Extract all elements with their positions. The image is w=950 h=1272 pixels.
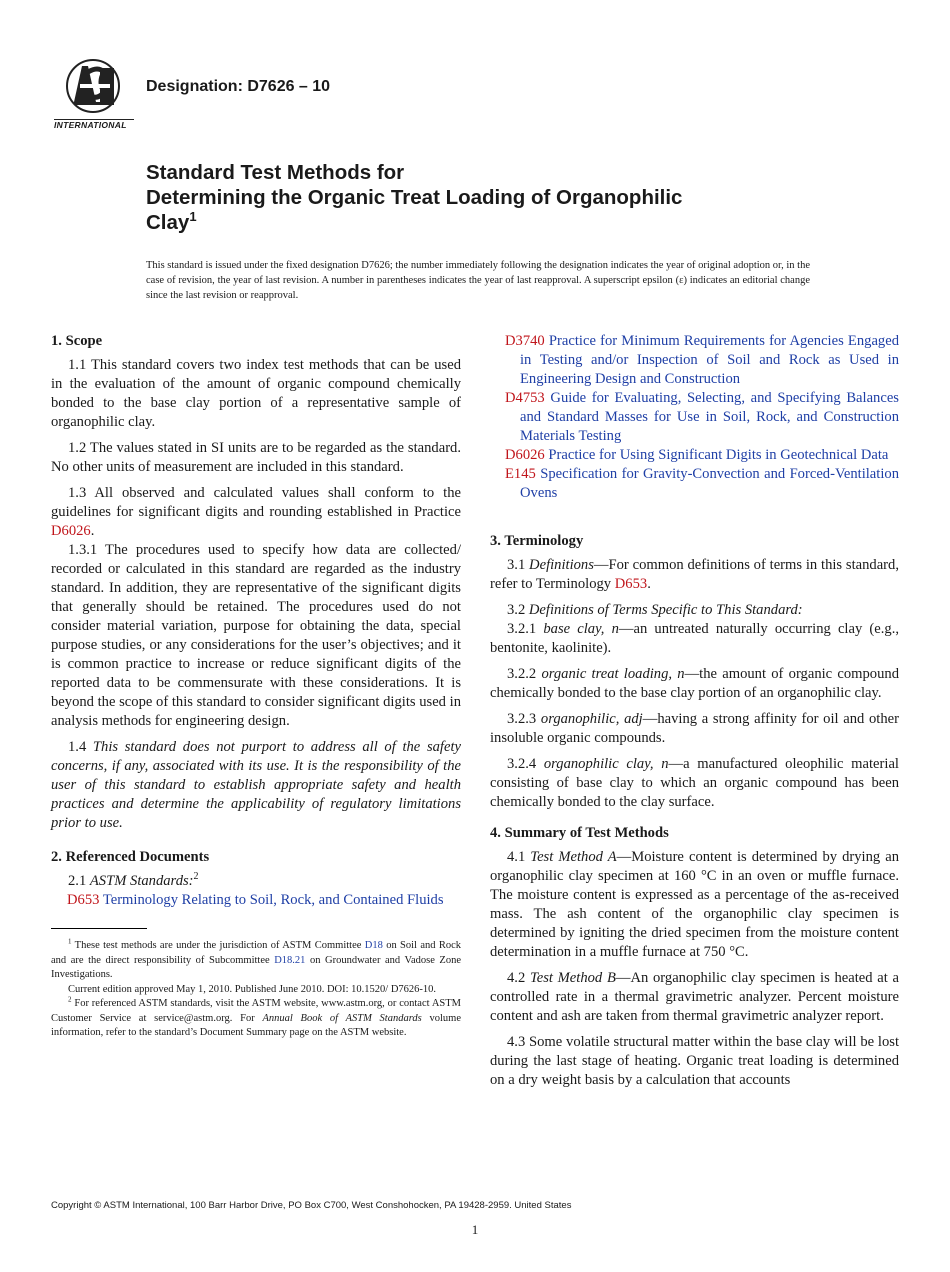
referenced-documents-heading: 2. Referenced Documents xyxy=(51,849,210,865)
footnote-edition: Current edition approved May 1, 2010. Published June 2010. DOI: 10.1520/ D7626-10. xyxy=(68,983,437,995)
para-1-4-num: 1.4 xyxy=(68,739,93,755)
ref-title[interactable]: Specification for Gravity-Convection and Forced-Ventilation Ovens xyxy=(520,466,899,501)
para-3-2-4-num: 3.2.4 xyxy=(507,756,544,772)
page-number: 1 xyxy=(471,1222,479,1237)
copyright-footer: Copyright © ASTM International, 100 Barr Harbor Drive, PO Box C700, West Conshohocken, PA 19428-2959. United States xyxy=(51,1200,572,1211)
para-3-2-4-text: —a manufactured oleophilic material consisting of base clay to which an organic compound has been chemically bonded to the clay surface. xyxy=(490,756,899,810)
title-line-1: Standard Test Methods for xyxy=(146,161,405,184)
ref-code[interactable]: D653 xyxy=(67,892,100,908)
summary-heading: 4. Summary of Test Methods xyxy=(490,825,669,841)
left-column xyxy=(51,332,461,1041)
para-2-1-num: 2.1 xyxy=(68,873,90,889)
footnote-1 xyxy=(51,939,461,983)
para-3-2-1-num: 3.2.1 xyxy=(507,621,544,637)
footnote-2-mark: 2 xyxy=(68,995,72,1004)
ref-item-d653[interactable] xyxy=(51,891,461,910)
para-1-3 xyxy=(51,484,461,541)
title-line-2: Determining the Organic Treat Loading of Organophilic xyxy=(146,186,683,209)
footnote-2-b: volume information, refer to the standard’s Document Summary page on the ASTM website. xyxy=(51,1012,461,1038)
ref-code[interactable]: D4753 xyxy=(505,390,545,406)
term-organophilic: organophilic, adj xyxy=(540,711,643,727)
footnote-divider xyxy=(51,928,147,929)
para-3-2-label: Definitions of Terms Specific to This Standard: xyxy=(528,602,803,618)
para-4-1-label: Test Method A xyxy=(530,849,617,865)
ref-item-d3740[interactable] xyxy=(505,332,899,389)
para-3-2-3 xyxy=(490,710,899,748)
designation: Designation: D7626 – 10 xyxy=(146,78,331,95)
para-1-2: 1.2 The values stated in SI units are to be regarded as the standard. No other units of measurement are included in this standard. xyxy=(51,440,461,475)
para-3-1-text: —For common definitions of terms in this standard, refer to Terminology xyxy=(490,557,899,592)
footnote-1-a: These test methods are under the jurisdiction of ASTM Committee xyxy=(71,940,365,951)
ref-link-d653[interactable]: D653 xyxy=(614,576,648,592)
right-column-body xyxy=(490,532,899,1090)
ref-item-e145[interactable] xyxy=(505,465,899,503)
para-4-3: 4.3 Some volatile structural matter within the base clay will be lost during the last stage of heating. Organic treat loading is determined on a dry weight basis by a calculation that accounts xyxy=(490,1034,899,1088)
para-3-1 xyxy=(490,556,899,594)
para-1-4 xyxy=(51,738,461,833)
footnote-2-italic: Annual Book of ASTM Standards xyxy=(262,1012,422,1024)
footnote-1-b: on Soil and Rock and are the direct responsibility of Subcommittee xyxy=(51,940,461,966)
scope-heading: 1. Scope xyxy=(51,333,103,349)
para-3-2-1 xyxy=(490,620,899,658)
ref-title[interactable]: Terminology Relating to Soil, Rock, and Contained Fluids xyxy=(102,892,444,908)
para-3-2 xyxy=(490,601,899,620)
para-4-2-text: —An organophilic clay specimen is heated at a controlled rate in a thermal gravimetric analyzer. Percent moisture content and ash are taken from thermal gravimetric analyzer report. xyxy=(490,970,899,1024)
para-3-2-1-text: —an untreated naturally occurring clay (e.g., bentonite, kaolinite). xyxy=(490,621,899,656)
ref-code[interactable]: E145 xyxy=(505,466,536,482)
para-2-1-sup: 2 xyxy=(193,871,199,883)
para-1-3-end: . xyxy=(90,523,95,539)
term-organophilic-clay: organophilic clay, n xyxy=(543,756,669,772)
para-4-1 xyxy=(490,848,899,962)
para-4-2-num: 4.2 xyxy=(507,970,530,986)
para-4-2 xyxy=(490,969,899,1026)
ref-code[interactable]: D6026 xyxy=(505,447,545,463)
ref-link-d6026[interactable]: D6026 xyxy=(51,523,91,539)
title-line-3 xyxy=(146,210,866,235)
para-2-1 xyxy=(51,872,461,891)
ref-code[interactable]: D3740 xyxy=(505,333,545,349)
footnote-link-d18-21[interactable]: D18.21 xyxy=(274,954,306,966)
document-title xyxy=(146,160,866,235)
para-3-2-3-num: 3.2.3 xyxy=(507,711,541,727)
ref-item-d4753[interactable] xyxy=(505,389,899,446)
para-3-1-num: 3.1 xyxy=(507,557,530,573)
para-1-1: 1.1 This standard covers two index test methods that can be used in the evaluation of the amount of organic compound chemically bonded to the base clay portion of a representative sample of organophilic clay. xyxy=(51,357,461,430)
para-1-4-text: This standard does not purport to address all of the safety concerns, if any, associated with its use. It is the responsibility of the user of this standard to establish appropriate safety and health practices and determine the applicability of regulatory limitations prior to use. xyxy=(51,739,461,831)
para-1-3-text: 1.3 All observed and calculated values shall conform to the guidelines for significant digits and rounding established in Practice xyxy=(51,485,461,520)
para-1-3-1: 1.3.1 The procedures used to specify how data are collected/ recorded or calculated in this standard are regarded as the industry standard. In addition, they are representative of the significant digits that generally should be retained. The procedures used do not consider material variation, purpose for obtaining the data, special purpose studies, or any considerations for the user’s objectives; and it is common practice to increase or reduce significant digits of the reported data to be commensurate with these considerations. It is beyond the scope of this standard to consider significant digits used in analysis methods for engineering design. xyxy=(51,542,461,729)
para-3-2-3-text: —having a strong affinity for oil and other insoluble organic compounds. xyxy=(490,711,899,746)
para-2-1-label: ASTM Standards: xyxy=(89,873,194,889)
para-3-1-label: Definitions xyxy=(529,557,594,573)
ref-item-d6026[interactable] xyxy=(505,446,899,465)
term-base-clay: base clay, n xyxy=(543,621,619,637)
footnote-2-a: For referenced ASTM standards, visit the ASTM website, www.astm.org, or contact ASTM Customer Service at service@astm.org. For xyxy=(51,998,461,1024)
ref-title[interactable]: Practice for Using Significant Digits in Geotechnical Data xyxy=(548,447,889,463)
footnote-2 xyxy=(51,997,461,1041)
para-4-2-label: Test Method B xyxy=(529,970,616,986)
astm-logo xyxy=(52,58,134,132)
para-3-2-2 xyxy=(490,665,899,703)
logo-wordmark: INTERNATIONAL xyxy=(54,120,127,130)
ref-title[interactable]: Guide for Evaluating, Selecting, and Specifying Balances and Standard Masses for Use in Soil, Rock, and Construction Materials Testing xyxy=(520,390,899,444)
ref-title[interactable]: Practice for Minimum Requirements for Agencies Engaged in Testing and/or Inspection of Soil and Rock as Used in Engineering Design and Construction xyxy=(520,333,899,387)
right-column xyxy=(505,332,899,503)
para-3-2-4 xyxy=(490,755,899,812)
para-3-1-end: . xyxy=(647,576,651,592)
title-footnote-mark: 1 xyxy=(189,209,197,225)
title-line-3-text: Clay xyxy=(146,211,190,234)
footnote-link-d18[interactable]: D18 xyxy=(364,940,383,951)
para-4-1-num: 4.1 xyxy=(507,849,531,865)
terminology-heading: 3. Terminology xyxy=(490,533,584,549)
para-3-2-2-text: —the amount of organic compound chemically bonded to the base clay portion of an organophilic clay. xyxy=(490,666,899,701)
standard-notice: This standard is issued under the fixed designation D7626; the number immediately following the designation indicates the year of original adoption or, in the case of revision, the year of last revision. A number in parentheses indicates the year of last reapproval. A superscript epsilon (ε) indicates an editorial change since the last revision or reapproval. xyxy=(146,260,810,301)
para-4-1-text: —Moisture content is determined by drying an organophilic clay specimen at 160 °C in an oven or muffle furnace. The moisture content is expressed as a percentage of the as-received mass. The ash content of the organophilic clay specimen is determined by igniting the dried specimen from the moisture content determination in a muffle furnace at 750 °C. xyxy=(490,849,900,960)
footnote-1-mark: 1 xyxy=(68,937,72,946)
para-3-2-num: 3.2 xyxy=(507,602,529,618)
para-3-2-2-num: 3.2.2 xyxy=(507,666,542,682)
term-organic-treat-loading: organic treat loading, n xyxy=(541,666,685,682)
footnote-1-c: on Groundwater and Vadose Zone Investigations. xyxy=(51,954,461,980)
